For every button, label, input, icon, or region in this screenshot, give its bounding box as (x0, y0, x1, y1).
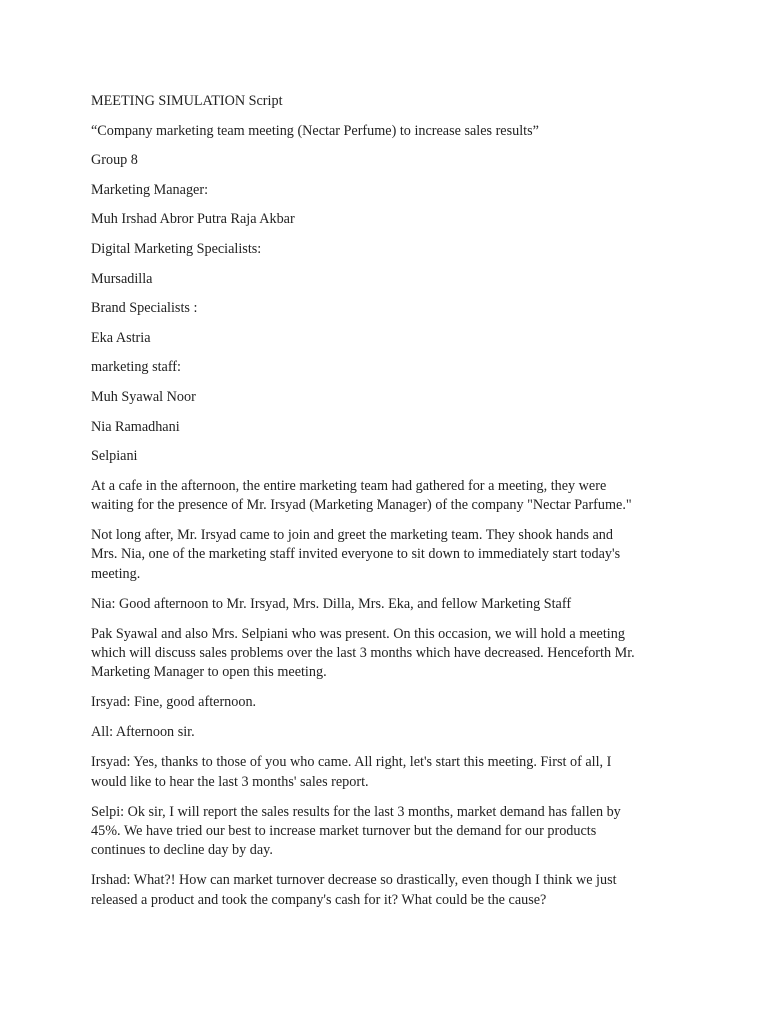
paragraph-line: Pak Syawal and also Mrs. Selpiani who was present. On this occasion, we will hold a meeting (91, 625, 625, 642)
paragraph-line: Irsyad: Fine, good afternoon. (91, 694, 257, 711)
paragraph-line: Mrs. Nia, one of the marketing staff invited everyone to sit down to immediately start today's (91, 546, 621, 563)
paragraph-line: would like to hear the last 3 months' sales report. (91, 773, 369, 790)
paragraph-line: 45%. We have tried our best to increase market turnover but the demand for our products (91, 822, 597, 839)
paragraph-line: continues to decline day by day. (91, 842, 273, 859)
paragraph-line: Nia: Good afternoon to Mr. Irsyad, Mrs. Dilla, Mrs. Eka, and fellow Marketing Staff (91, 595, 572, 612)
role-digital-marketing-specialists: Digital Marketing Specialists: (91, 240, 262, 257)
member-name: Muh Irshad Abror Putra Raja Akbar (91, 211, 295, 228)
paragraph-line: Marketing Manager to open this meeting. (91, 664, 327, 681)
paragraph-line: released a product and took the company's cash for it? What could be the cause? (91, 891, 547, 908)
dialogue-irshad-question (91, 871, 705, 910)
member-name: Nia Ramadhani (91, 418, 180, 435)
paragraph-line: At a cafe in the afternoon, the entire marketing team had gathered for a meeting, they were (91, 477, 607, 494)
dialogue-nia (91, 595, 705, 614)
role-marketing-manager: Marketing Manager: (91, 181, 209, 198)
paragraph-meeting-purpose (91, 625, 705, 683)
role-marketing-staff: marketing staff: (91, 359, 181, 376)
document-title: MEETING SIMULATION Script (91, 93, 283, 109)
dialogue-irsyad-report-request (91, 753, 705, 792)
member-name: Selpiani (91, 448, 138, 465)
paragraph-line: which will discuss sales problems over the last 3 months which have decreased. Henceforth Mr. (91, 645, 635, 662)
dialogue-all (91, 723, 705, 742)
paragraph-line: All: Afternoon sir. (91, 724, 195, 741)
document-page (91, 92, 705, 921)
document-subtitle: “Company marketing team meeting (Nectar Perfume) to increase sales results” (91, 122, 539, 139)
paragraph-arrival (91, 526, 705, 584)
member-name: Muh Syawal Noor (91, 388, 196, 405)
group-label: Group 8 (91, 152, 138, 169)
paragraph-line: Irsyad: Yes, thanks to those of you who came. All right, let's start this meeting. First of all, I (91, 754, 612, 771)
paragraph-scene-setting (91, 477, 705, 516)
paragraph-line: Irshad: What?! How can market turnover decrease so drastically, even though I think we just (91, 872, 617, 889)
dialogue-selpi (91, 803, 705, 861)
member-name: Mursadilla (91, 270, 153, 287)
paragraph-line: Selpi: Ok sir, I will report the sales results for the last 3 months, market demand has fallen by (91, 803, 621, 820)
paragraph-line: Not long after, Mr. Irsyad came to join and greet the marketing team. They shook hands and (91, 527, 613, 544)
paragraph-line: waiting for the presence of Mr. Irsyad (Marketing Manager) of the company "Nectar Parfume." (91, 497, 632, 514)
paragraph-line: meeting. (91, 565, 141, 582)
dialogue-irsyad (91, 693, 705, 712)
role-brand-specialists: Brand Specialists : (91, 300, 198, 317)
member-name: Eka Astria (91, 329, 151, 346)
